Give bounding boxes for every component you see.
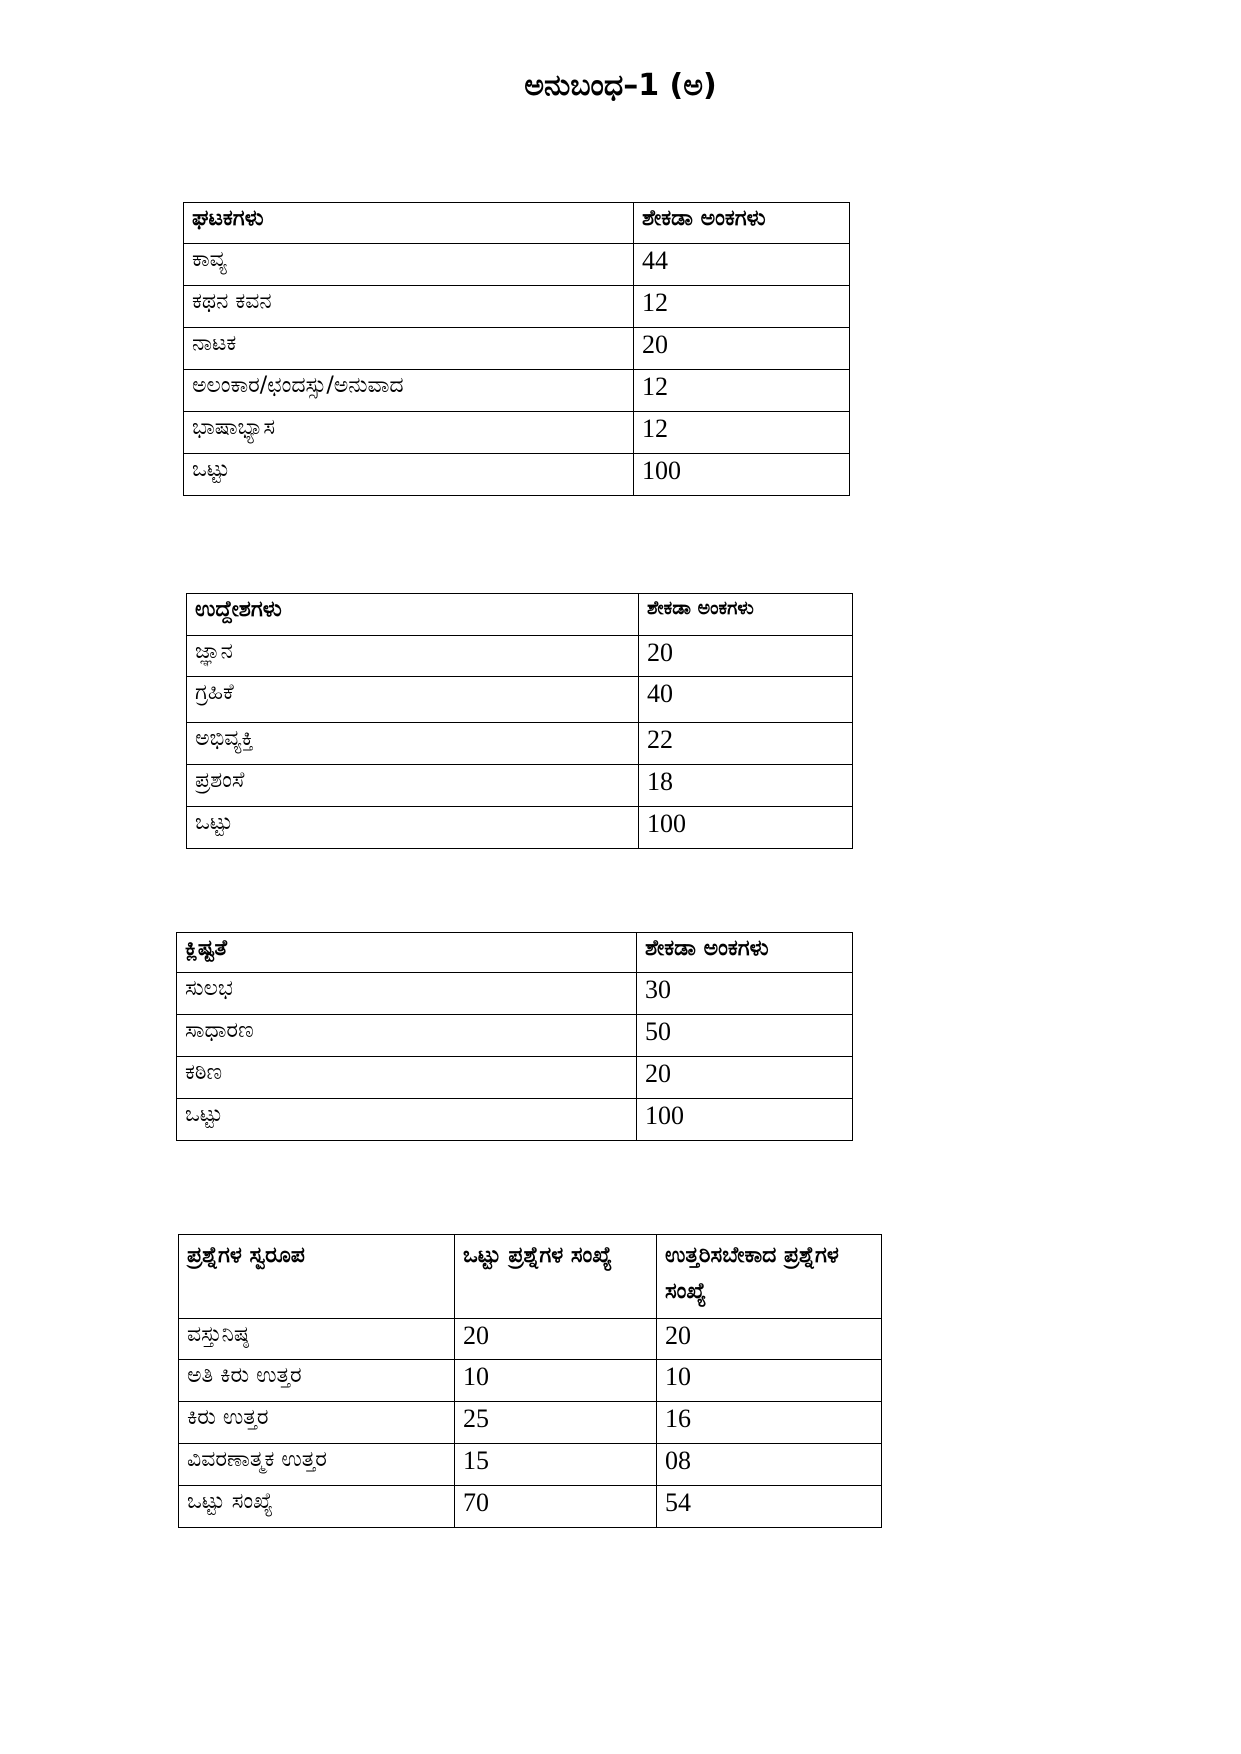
row-value: 40 — [639, 677, 853, 723]
row-label: ಕಾವ್ಯ — [184, 244, 634, 286]
header-percent-marks: ಶೇಕಡಾ ಅಂಕಗಳು — [639, 594, 853, 636]
row-label: ವಸ್ತುನಿಷ್ಠ — [179, 1319, 455, 1360]
row-value: 18 — [639, 765, 853, 807]
row-label: ನಾಟಕ — [184, 328, 634, 370]
row-total-value: 15 — [455, 1444, 657, 1486]
table-header-row — [179, 1235, 882, 1319]
row-label: ಜ್ಞಾನ — [187, 636, 639, 677]
table-row — [179, 1402, 882, 1444]
row-total-value: 70 — [455, 1486, 657, 1528]
table-row — [179, 1360, 882, 1402]
table-row — [187, 636, 853, 677]
table-row — [179, 1444, 882, 1486]
header-components: ಘಟಕಗಳು — [184, 203, 634, 244]
page-title: ಅನುಬಂಧ–1 (ಅ) — [524, 68, 717, 103]
row-value: 100 — [639, 807, 853, 849]
row-label: ಭಾಷಾಭ್ಯಾಸ — [184, 412, 634, 454]
row-label: ಅತಿ ಕಿರು ಉತ್ತರ — [179, 1360, 455, 1402]
row-answer-value: 54 — [657, 1486, 882, 1528]
row-answer-value: 08 — [657, 1444, 882, 1486]
row-value: 20 — [634, 328, 850, 370]
table-row — [184, 286, 850, 328]
row-value: 20 — [637, 1057, 853, 1099]
row-total-value: 10 — [455, 1360, 657, 1402]
header-objectives: ಉದ್ದೇಶಗಳು — [187, 594, 639, 636]
objectives-table — [186, 593, 853, 849]
table-row — [187, 723, 853, 765]
row-answer-value: 16 — [657, 1402, 882, 1444]
table-row — [187, 677, 853, 723]
header-difficulty: ಕ್ಲಿಷ್ಟತೆ — [177, 933, 637, 973]
row-label: ಪ್ರಶಂಸೆ — [187, 765, 639, 807]
table-row — [184, 412, 850, 454]
table-header-row — [184, 203, 850, 244]
row-label: ಕಥನ ಕವನ — [184, 286, 634, 328]
row-label: ಒಟ್ಟು — [184, 454, 634, 496]
table-row — [177, 1015, 853, 1057]
row-answer-value: 10 — [657, 1360, 882, 1402]
question-types-table — [178, 1234, 882, 1528]
row-label: ಒಟ್ಟು — [177, 1099, 637, 1141]
table-row-total — [177, 1099, 853, 1141]
row-label: ವಿವರಣಾತ್ಮಕ ಉತ್ತರ — [179, 1444, 455, 1486]
row-label: ಸಾಧಾರಣ — [177, 1015, 637, 1057]
header-questions-to-answer: ಉತ್ತರಿಸಬೇಕಾದ ಪ್ರಶ್ನೆಗಳ ಸಂಖ್ಯೆ — [657, 1235, 882, 1319]
components-table — [183, 202, 850, 496]
row-value: 44 — [634, 244, 850, 286]
table-row-total — [187, 807, 853, 849]
row-label: ಅಭಿವ್ಯಕ್ತಿ — [187, 723, 639, 765]
header-percent-marks: ಶೇಕಡಾ ಅಂಕಗಳು — [634, 203, 850, 244]
row-value: 20 — [639, 636, 853, 677]
header-question-type: ಪ್ರಶ್ನೆಗಳ ಸ್ವರೂಪ — [179, 1235, 455, 1319]
table-row-total — [184, 454, 850, 496]
row-label: ಒಟ್ಟು ಸಂಖ್ಯೆ — [179, 1486, 455, 1528]
row-value: 30 — [637, 973, 853, 1015]
table-header-row — [177, 933, 853, 973]
table-row — [184, 244, 850, 286]
row-label: ಗ್ರಹಿಕೆ — [187, 677, 639, 723]
row-label: ಕಠಿಣ — [177, 1057, 637, 1099]
row-label: ಅಲಂಕಾರ/ಛಂದಸ್ಸು/ಅನುವಾದ — [184, 370, 634, 412]
difficulty-table — [176, 932, 853, 1141]
row-value: 22 — [639, 723, 853, 765]
row-total-value: 20 — [455, 1319, 657, 1360]
row-value: 100 — [634, 454, 850, 496]
table-row — [187, 765, 853, 807]
header-percent-marks: ಶೇಕಡಾ ಅಂಕಗಳು — [637, 933, 853, 973]
row-answer-value: 20 — [657, 1319, 882, 1360]
table-row — [184, 370, 850, 412]
row-total-value: 25 — [455, 1402, 657, 1444]
table-header-row — [187, 594, 853, 636]
row-value: 12 — [634, 370, 850, 412]
row-value: 12 — [634, 286, 850, 328]
row-value: 50 — [637, 1015, 853, 1057]
header-total-questions: ಒಟ್ಟು ಪ್ರಶ್ನೆಗಳ ಸಂಖ್ಯೆ — [455, 1235, 657, 1319]
row-label: ಸುಲಭ — [177, 973, 637, 1015]
row-value: 12 — [634, 412, 850, 454]
table-row — [184, 328, 850, 370]
row-label: ಒಟ್ಟು — [187, 807, 639, 849]
table-row — [179, 1319, 882, 1360]
row-value: 100 — [637, 1099, 853, 1141]
table-row — [177, 1057, 853, 1099]
table-row — [177, 973, 853, 1015]
row-label: ಕಿರು ಉತ್ತರ — [179, 1402, 455, 1444]
table-row-total — [179, 1486, 882, 1528]
